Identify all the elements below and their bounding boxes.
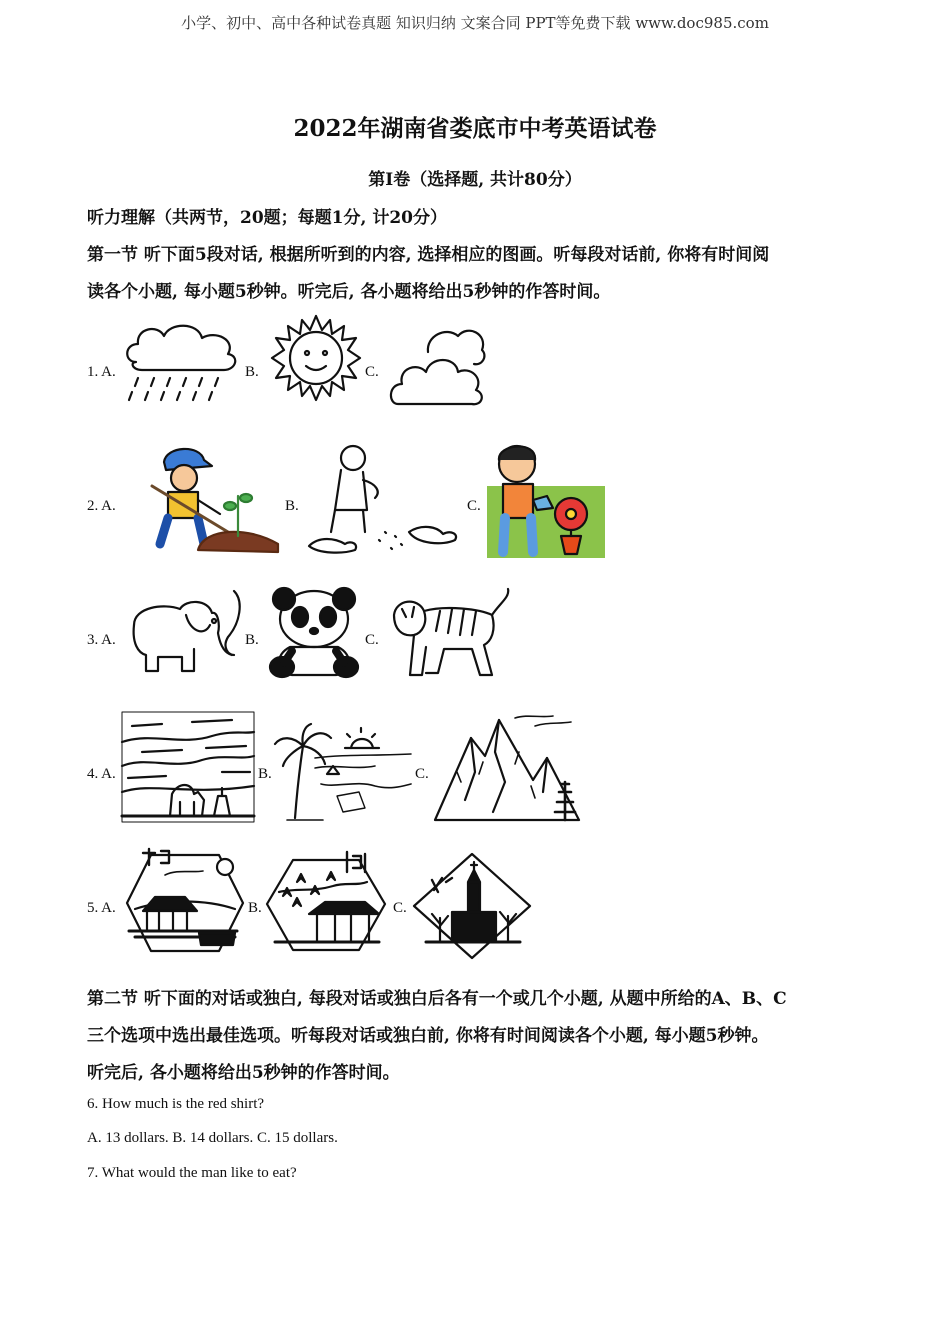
q1-label-c: C. — [365, 364, 379, 380]
q2-label-b: B. — [285, 498, 299, 514]
elephant-icon — [124, 585, 242, 675]
q2-label-c: C. — [467, 498, 481, 514]
boy-planting-tree-icon — [128, 440, 278, 555]
q4-label-a: 4. A. — [87, 766, 116, 782]
tiger-icon — [388, 585, 513, 680]
winter-church-scene-icon — [412, 852, 534, 960]
q2-label-a: 2. A. — [87, 498, 116, 514]
desert-icon — [122, 712, 254, 822]
sun-icon — [272, 312, 360, 404]
part2-instructions-line2: 三个选项中选出最佳选项。听每段对话或独白前, 你将有时间阅读各个小题, 每小题5秒钟。 — [87, 1026, 769, 1046]
boy-feeding-chickens-icon — [305, 440, 465, 558]
q1-label-a: 1. A. — [87, 364, 116, 380]
q3-label-c: C. — [365, 632, 379, 648]
summer-palace-scene-icon — [125, 845, 245, 957]
q3-label-a: 3. A. — [87, 632, 116, 648]
paper-subtitle: 第I卷（选择题, 共计80分） — [368, 170, 582, 190]
boy-watering-flowers-icon — [487, 440, 607, 560]
beach-icon — [275, 722, 411, 822]
exam-title: 2022年湖南省娄底市中考英语试卷 — [293, 115, 657, 142]
question-6-options: A. 13 dollars. B. 14 dollars. C. 15 dollars. — [87, 1130, 338, 1146]
question-7: 7. What would the man like to eat? — [87, 1165, 297, 1181]
question-6: 6. How much is the red shirt? — [87, 1096, 265, 1112]
q4-label-c: C. — [415, 766, 429, 782]
mountains-icon — [435, 712, 580, 822]
part2-instructions-line1: 第二节 听下面的对话或独白, 每段对话或独白后各有一个或几个小题, 从题中所给的A、B、C — [87, 989, 787, 1009]
clouds-icon — [388, 322, 488, 407]
q4-label-b: B. — [258, 766, 272, 782]
part1-instructions-line2: 读各个小题, 每小题5秒钟。听完后, 各小题将给出5秒钟的作答时间。 — [87, 282, 611, 302]
q5-label-b: B. — [248, 900, 262, 916]
part2-instructions-line3: 听完后, 各小题将给出5秒钟的作答时间。 — [87, 1063, 400, 1083]
q5-label-c: C. — [393, 900, 407, 916]
site-header: 小学、初中、高中各种试卷真题 知识归纳 文案合同 PPT等免费下载 www.doc985.com — [181, 14, 769, 32]
q3-label-b: B. — [245, 632, 259, 648]
rain-cloud-icon — [124, 320, 239, 405]
panda-icon — [270, 585, 358, 680]
q1-label-b: B. — [245, 364, 259, 380]
part1-instructions-line1: 第一节 听下面5段对话, 根据所听到的内容, 选择相应的图画。听每段对话前, 你将有时间阅 — [87, 245, 770, 265]
q5-label-a: 5. A. — [87, 900, 116, 916]
autumn-temple-scene-icon — [265, 852, 387, 956]
listening-section-heading: 听力理解（共两节，20题；每题1分, 计20分） — [87, 208, 447, 228]
